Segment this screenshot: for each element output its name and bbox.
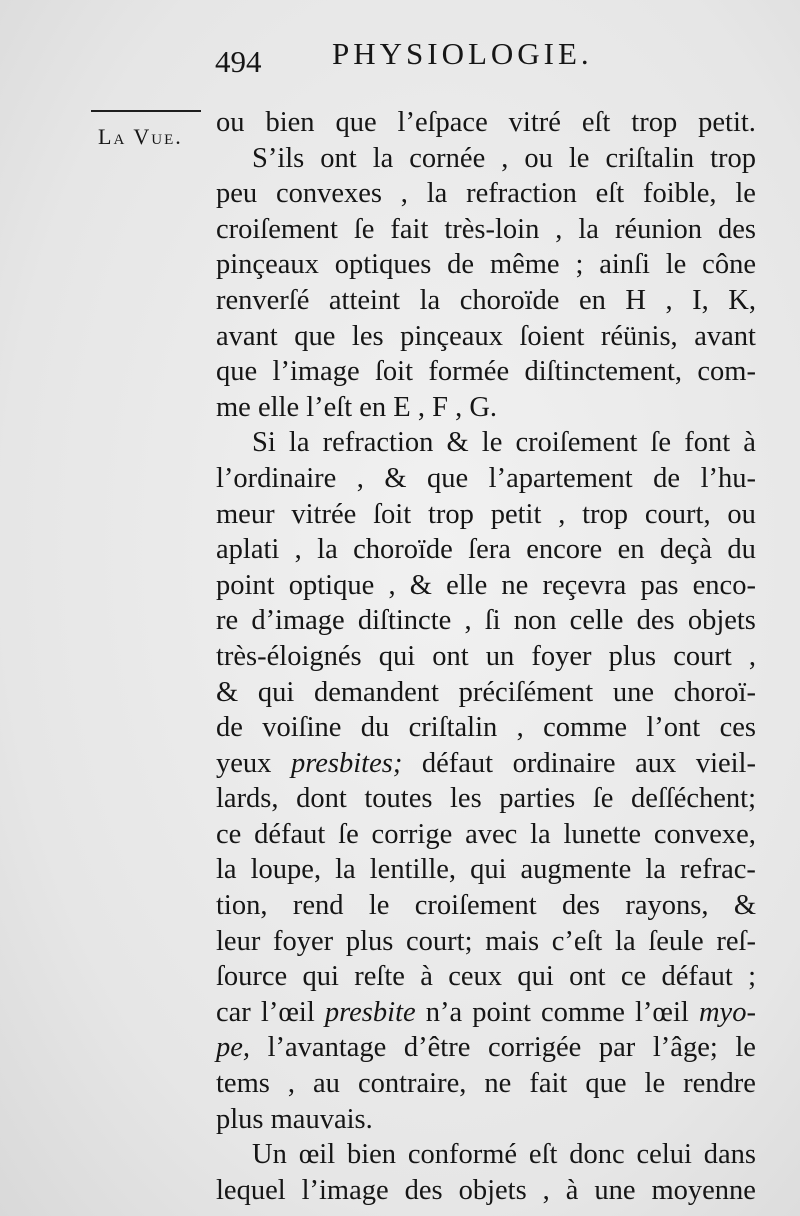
word: font [684,427,731,459]
word: & [733,890,756,922]
word: défaut [661,961,733,993]
word: la [335,854,356,886]
text-line [216,675,756,711]
word: qui [517,961,554,993]
word: Un [252,1139,287,1171]
word: à [743,427,756,459]
word: ſoient [519,320,585,352]
word: un [485,640,515,672]
word: l’image [301,1174,389,1206]
word: trop [631,107,678,138]
word: corrige [371,818,453,850]
word: des [636,605,675,637]
word: refraction [322,427,434,459]
text-line [216,141,756,177]
word: à [565,1174,579,1206]
text-line [216,390,756,426]
word: criſtalin [408,712,498,744]
word: convexe, [653,818,756,850]
word: meur [216,498,275,530]
word: c’eſt [551,925,603,957]
word: peu [216,178,258,210]
word: E [393,391,418,423]
word: deçà [659,534,713,566]
word: par [598,1032,636,1064]
word: leur [216,925,261,957]
word: avec [465,818,518,850]
text-line [216,710,756,746]
word: croiſement [414,890,537,922]
word: le [665,249,687,281]
word: , [542,1174,550,1206]
word: l’hu- [700,462,756,494]
word: criſtalin [605,142,695,174]
word: l’ordinaire [216,462,337,494]
text-line [216,176,756,212]
word: pinçeaux [216,249,319,281]
word: ce [216,818,242,850]
text-line [216,603,756,639]
text-line [216,319,756,355]
word: court [673,640,732,672]
word: ce [620,961,647,993]
word: com- [697,356,756,388]
running-title: PHYSIOLOGIE. [332,36,593,71]
word: presbites; [290,747,403,779]
word: qui [257,676,295,708]
word: reſte [354,961,405,993]
word: des [404,1174,443,1206]
word: car [216,996,251,1028]
text-line [216,283,756,319]
word: la [419,284,441,316]
word: bien [346,1139,397,1171]
word: petit. [698,107,756,138]
word: la [530,818,551,850]
word: l’âge; [652,1032,718,1064]
word: œil [298,1139,336,1171]
word: ou [216,107,245,138]
word: le [735,1032,756,1064]
word: F [432,391,456,423]
word: la [216,854,237,886]
word: réunion [614,213,702,245]
word: défaut [254,818,326,850]
word: d’être [403,1032,471,1064]
word: du [360,712,390,744]
word: , [464,605,472,637]
word: , [748,640,756,672]
text-line [216,1137,756,1173]
text-line [216,781,756,817]
word: lentille, [369,854,457,886]
word: ou [727,498,756,530]
word: dont [296,783,347,815]
word: pinçeaux [400,320,503,352]
word: court, [644,498,711,530]
word: comme [543,712,628,744]
word: l’eſpace [397,107,488,138]
text-line [216,425,756,461]
word: ont [432,640,469,672]
word: cornée [409,142,486,174]
word: formée [428,356,510,388]
word: , [388,569,396,601]
word: diſtincte [357,605,452,637]
word: ſe [353,213,375,245]
word: l’image [272,356,360,388]
text-line [216,247,756,283]
word: la [615,925,636,957]
word: ſoit [373,498,412,530]
word: , [558,498,566,530]
word: rendre [683,1068,756,1100]
word: l’avantage [267,1032,387,1064]
text-line [216,1102,756,1138]
word: , [294,534,302,566]
text-line [216,817,756,853]
word: plus [345,925,394,957]
word: plus [216,1103,271,1135]
word: aplati [216,534,280,566]
word: contraire, [357,1068,467,1100]
word: donc [569,1139,625,1171]
word: qui [378,640,416,672]
word: qui [302,961,339,993]
body-text [216,105,756,1208]
word: fait [529,1068,568,1100]
word: le [644,1068,666,1100]
word: les [450,783,482,815]
word: deſſéchent; [630,783,756,815]
text-line [216,924,756,960]
word: aux [635,747,677,779]
word: ne [501,569,529,601]
word: vitrée [291,498,357,530]
word: myo- [698,996,756,1028]
word: la [578,213,599,245]
word: parties [499,783,576,815]
word: , [501,142,509,174]
word: la [645,854,666,886]
word: en [578,284,606,316]
word: G. [469,391,498,423]
word: eſt [581,107,611,138]
word: dans [703,1139,756,1171]
word: & [216,676,239,708]
word: & [446,427,469,459]
word: de [447,249,475,281]
text-line [216,497,756,533]
word: yeux [216,747,272,779]
text-line [216,1066,756,1102]
word: cône [702,249,756,281]
word: que [294,320,336,352]
word: lunette [563,818,642,850]
word: rayons, [625,890,709,922]
word: le [368,890,390,922]
word: foyer [273,925,334,957]
text-line [216,105,756,141]
word: défaut [421,747,494,779]
word: Si [252,427,276,459]
text-line [216,354,756,390]
word: celui [636,1139,692,1171]
word: croiſement [216,213,338,245]
word: I, [692,284,709,316]
margin-rule [91,110,201,112]
word: , [455,391,470,423]
word: optique [288,569,375,601]
text-line [216,852,756,888]
word: très-loin [444,213,540,245]
word: que [585,1068,627,1100]
word: croiſement [515,427,638,459]
text-line [216,568,756,604]
word: pe, [216,1032,251,1064]
word: ne [484,1068,512,1100]
word: ou [524,142,553,174]
word: moyenne [651,1174,756,1206]
word: ; [748,961,756,993]
word: choroïde [459,284,560,316]
word: K, [728,284,756,316]
word: conformé [407,1139,518,1171]
word: au [313,1068,340,1100]
text-line [216,461,756,497]
text-line [216,959,756,995]
word: foible, [642,178,717,210]
word: ; [575,249,584,281]
word: , [516,712,524,744]
word: en [359,391,394,423]
word: reçevra [542,569,627,601]
word: petit [490,498,542,530]
word: ceux [448,961,503,993]
word: loupe, [250,854,322,886]
word: celle [569,605,624,637]
word: réünis, [600,320,678,352]
word: , [665,284,673,316]
word: trop [427,498,474,530]
word: diſtinctement, [524,356,682,388]
word: fait [390,213,429,245]
word: les [351,320,384,352]
text-line [216,532,756,568]
word: trop [582,498,629,530]
word: S’ils [252,142,305,174]
page-number: 494 [215,44,262,79]
word: ſi [484,605,501,637]
word: me [216,391,258,423]
word: renverſé [216,284,310,316]
word: pas [640,569,679,601]
running-head [215,34,645,78]
word: lequel [216,1174,286,1206]
text-line [216,212,756,248]
word: demandent [313,676,439,708]
word: comme [541,996,625,1028]
word: reſ- [716,925,756,957]
word: en [617,534,645,566]
word: , [287,1068,295,1100]
word: mauvais. [270,1103,373,1135]
word: ces [719,712,756,744]
word: d’image [251,605,345,637]
word: enco- [692,569,756,601]
word: que [216,356,258,388]
word: l’œil [635,996,689,1028]
word: très-éloignés [216,640,362,672]
word: point [216,569,275,601]
word: le [481,427,503,459]
word: tems [216,1068,270,1100]
word: l’ont [646,712,701,744]
word: une [594,1174,636,1206]
word: lards, [216,783,279,815]
word: ainſi [599,249,650,281]
word: la [426,178,448,210]
word: qui [470,854,507,886]
word: l’eſt [306,391,360,423]
word: objets [458,1174,527,1206]
word: court; [406,925,473,957]
word: mais [485,925,540,957]
text-line [216,995,756,1031]
word: à [420,961,433,993]
word: la [288,427,310,459]
word: le [735,178,756,210]
word: , [555,213,563,245]
word: eſt [595,178,625,210]
word: tion, [216,890,268,922]
word: l’apartement [488,462,633,494]
word: presbite [324,996,416,1028]
word: re [216,605,239,637]
word: optiques [334,249,432,281]
word: corrigée [487,1032,582,1064]
word: , [417,391,433,423]
word: une [612,676,654,708]
word: atteint [328,284,401,316]
text-line [216,1173,756,1209]
word: refrac- [680,854,756,886]
word: de [216,712,243,744]
word: ſource [216,961,288,993]
word: le [568,142,590,174]
word: la [317,534,338,566]
word: bien [265,107,315,138]
word: ſe [650,427,672,459]
word: augmente [520,854,632,886]
word: eſt [528,1139,558,1171]
word: & [409,569,432,601]
word: des [562,890,600,922]
word: que [427,462,469,494]
word: refraction [466,178,577,210]
word: foyer [531,640,592,672]
word: ont [320,142,357,174]
word: de [653,462,681,494]
word: du [727,534,756,566]
word: ſera [468,534,511,566]
text-line [216,639,756,675]
word: ſoit [374,356,413,388]
word: ſe [592,783,614,815]
word: choroï- [673,676,756,708]
word: même [489,249,560,281]
word: rend [292,890,344,922]
word: ont [569,961,606,993]
word: n’a [425,996,463,1028]
word: avant [694,320,756,352]
word: ſe [338,818,359,850]
word: l’œil [260,996,315,1028]
word: convexes [275,178,382,210]
word: point [472,996,531,1028]
word: objets [687,605,756,637]
word: choroïde [353,534,453,566]
word: ordinaire [512,747,616,779]
word: elle [446,569,488,601]
word: avant [216,320,278,352]
word: toutes [364,783,433,815]
word: ſeule [648,925,704,957]
word: , [400,178,408,210]
word: , [356,462,364,494]
text-line [216,746,756,782]
word: préciſément [458,676,594,708]
word: H [625,284,646,316]
word: encore [526,534,603,566]
word: des [717,213,756,245]
word: & [384,462,407,494]
word: voiſine [262,712,342,744]
margin-note: La Vue. [98,124,183,149]
word: elle [257,391,307,423]
word: plus [608,640,657,672]
word: vitré [508,107,561,138]
word: trop [710,142,756,174]
text-line [216,1030,756,1066]
word: non [513,605,557,637]
text-line [216,888,756,924]
word: que [335,107,377,138]
word: la [372,142,394,174]
word: vieil- [695,747,756,779]
